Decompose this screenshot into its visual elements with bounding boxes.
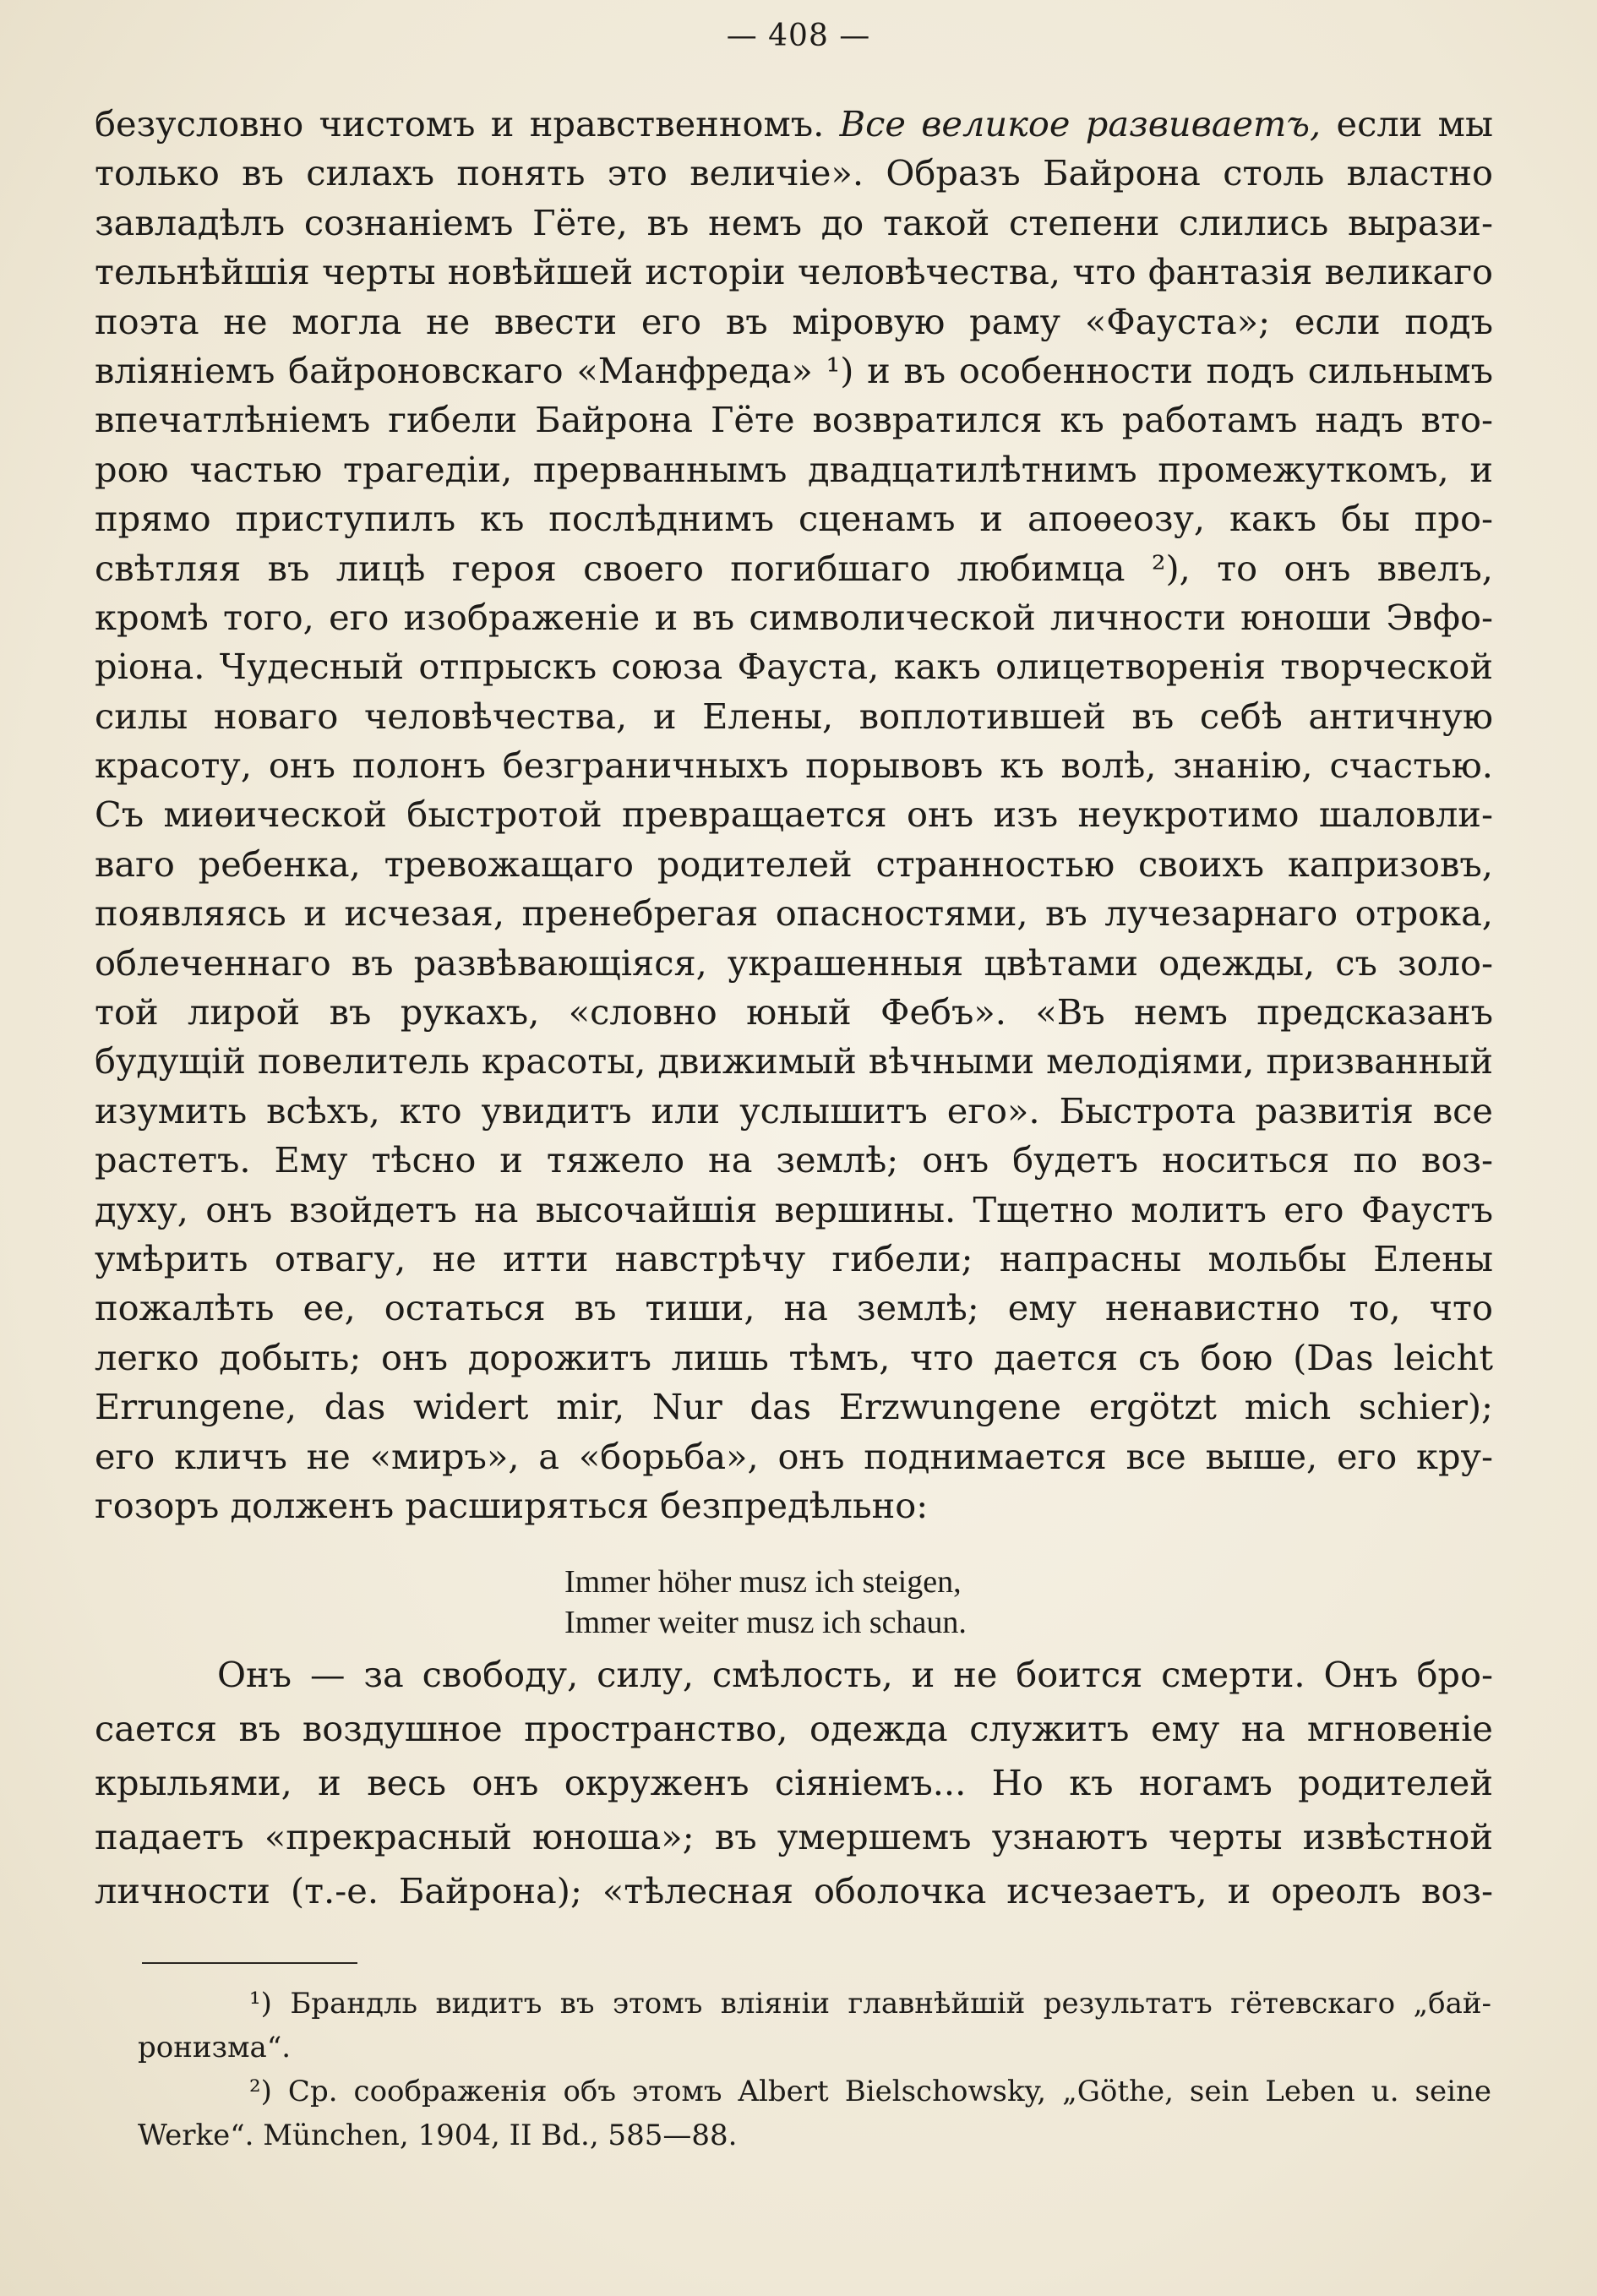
verse-quote (564, 1562, 967, 1643)
text-line: изумить всѣхъ, кто увидитъ или услышитъ его». Быстрота развитія все (95, 1089, 1493, 1132)
italic-phrase: Все великое развиваетъ, (839, 103, 1322, 145)
text-line: той лирой въ рукахъ, «словно юный Фебъ». «Въ немъ предсказанъ (95, 991, 1493, 1033)
text-line: поэта не могла не ввести его въ міровую раму «Фауста»; если подъ (95, 300, 1493, 342)
text-line: растетъ. Ему тѣсно и тяжело на землѣ; онъ будетъ носиться по воз- (95, 1139, 1493, 1181)
second-paragraph (95, 1648, 1493, 1918)
text-line: завладѣлъ сознаніемъ Гёте, въ немъ до такой степени слились вырази- (95, 201, 1493, 243)
footnotes (139, 1982, 1491, 2157)
main-paragraph (95, 100, 1493, 1530)
text-line: ріона. Чудесный отпрыскъ союза Фауста, какъ олицетворенія творческой (95, 646, 1493, 688)
text-line: личности (т.-е. Байрона); «тѣлесная оболочка исчезаетъ, и ореолъ воз- (95, 1870, 1493, 1912)
text-line: пожалѣть ее, остаться въ тиши, на землѣ; ему ненавистно то, что (95, 1287, 1493, 1329)
text-line: его кличъ не «миръ», а «борьба», онъ поднимается все выше, его кру- (95, 1435, 1493, 1477)
footnote-line: ¹) Брандль видитъ въ этомъ вліяніи главнѣйшій результатъ гётевскаго „бай- (249, 1987, 1491, 2021)
text-line: умѣрить отвагу, не итти навстрѣчу гибели; напрасны мольбы Елены (95, 1237, 1493, 1279)
text-line: облеченнаго въ развѣвающіяся, украшенныя цвѣтами одежды, съ золо- (95, 941, 1493, 984)
text-line: безусловно чистомъ и нравственномъ. Все великое развиваетъ, если мы (95, 103, 1493, 145)
text-line: впечатлѣніемъ гибели Байрона Гёте возвратился къ работамъ надъ вто- (95, 399, 1493, 441)
verse-line: Immer höher musz ich steigen, (564, 1564, 962, 1600)
text-line: красоту, онъ полонъ безграничныхъ порывовъ къ волѣ, знанію, счастью. (95, 744, 1493, 787)
page-number: — 408 — (726, 19, 871, 53)
text-line: гозоръ долженъ расширяться безпредѣльно: (95, 1484, 929, 1526)
text-line: Errungene, das widert mir, Nur das Erzwungene ergötzt mich schier); (95, 1386, 1493, 1428)
text-line: ваго ребенка, тревожащаго родителей странностью своихъ капризовъ, (95, 843, 1493, 885)
text-line: падаетъ «прекрасный юноша»; въ умершемъ узнаютъ черты извѣстной (95, 1816, 1493, 1857)
footnote-line: ²) Ср. соображенія объ этомъ Albert Bielschowsky, „Göthe, sein Leben u. seine (249, 2075, 1491, 2108)
text-line: Съ миѳической быстротой превращается онъ изъ неукротимо шаловли- (95, 794, 1493, 836)
text-line: вліяніемъ байроновскаго «Манфреда» ¹) и въ особенности подъ сильнымъ (95, 349, 1493, 391)
text-line: сается въ воздушное пространство, одежда служитъ ему на мгновеніе (95, 1708, 1493, 1749)
footnote-line: Werke“. München, 1904, II Bd., 585—88. (138, 2119, 738, 2152)
text-line: прямо приступилъ къ послѣднимъ сценамъ и апоѳеозу, какъ бы про- (95, 498, 1493, 540)
text-line: только въ силахъ понять это величіе». Образъ Байрона столь властно (95, 152, 1493, 194)
text-line: свѣтляя въ лицѣ героя своего погибшаго любимца ²), то онъ ввелъ, (95, 547, 1493, 589)
text-line: крыльями, и весь онъ окруженъ сіяніемъ... Но къ ногамъ родителей (95, 1762, 1493, 1803)
text-line: кромѣ того, его изображеніе и въ символической личности юноши Эвфо- (95, 596, 1493, 638)
verse-line: Immer weiter musz ich schaun. (564, 1605, 967, 1640)
footnote-divider (142, 1962, 357, 1964)
footnote-line: ронизма“. (138, 2031, 292, 2064)
text-line: рою частью трагедіи, прерваннымъ двадцатилѣтнимъ промежуткомъ, и (95, 448, 1493, 490)
text-line: тельнѣйшія черты новѣйшей исторіи человѣчества, что фантазія великаго (95, 251, 1493, 293)
text-line: Онъ — за свободу, силу, смѣлость, и не боится смерти. Онъ бро- (217, 1654, 1493, 1695)
text-line: будущій повелитель красоты, движимый вѣчными мелодіями, призванный (95, 1040, 1493, 1083)
text-line: появляясь и исчезая, пренебрегая опасностями, въ лучезарнаго отрока, (95, 892, 1493, 935)
text-line: легко добыть; онъ дорожитъ лишь тѣмъ, что дается съ бою (Das leicht (95, 1336, 1493, 1378)
text-line: духу, онъ взойдетъ на высочайшія вершины. Тщетно молитъ его Фаустъ (95, 1188, 1493, 1230)
text-line: силы новаго человѣчества, и Елены, воплотившей въ себѣ античную (95, 695, 1493, 737)
